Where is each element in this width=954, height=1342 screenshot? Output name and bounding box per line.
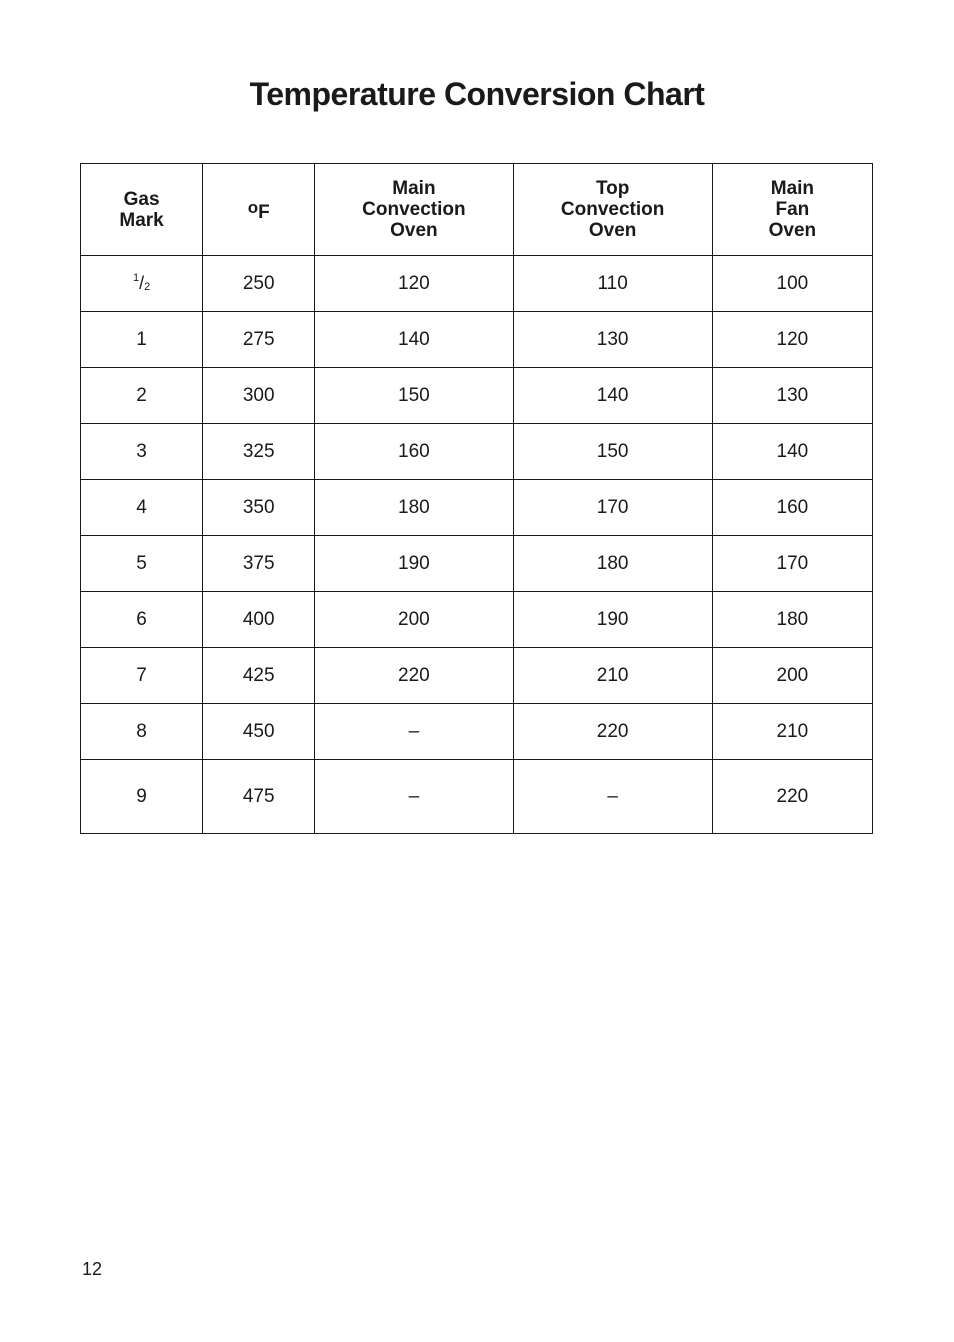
header-main-fan-oven: [712, 164, 872, 256]
cell-fahrenheit: 400: [203, 592, 315, 648]
cell-main-convection: 220: [315, 648, 513, 704]
table-row: [81, 648, 873, 704]
page-title: Temperature Conversion Chart: [249, 76, 705, 112]
cell-fahrenheit: 450: [203, 704, 315, 760]
table-row: [81, 760, 873, 834]
cell-main-fan: 220: [712, 760, 872, 834]
table-row: [81, 480, 873, 536]
table-header-row: [81, 164, 873, 256]
cell-gas-mark: [81, 256, 203, 312]
cell-top-convection: –: [513, 760, 712, 834]
cell-top-convection: 180: [513, 536, 712, 592]
header-gas-mark: [81, 164, 203, 256]
cell-main-convection: 140: [315, 312, 513, 368]
cell-top-convection: 150: [513, 424, 712, 480]
cell-fahrenheit: 350: [203, 480, 315, 536]
cell-gas-mark: 9: [81, 760, 203, 834]
cell-main-fan: 210: [712, 704, 872, 760]
cell-fahrenheit: 375: [203, 536, 315, 592]
cell-top-convection: 170: [513, 480, 712, 536]
cell-gas-mark: 7: [81, 648, 203, 704]
cell-gas-mark: 1: [81, 312, 203, 368]
cell-main-convection: 190: [315, 536, 513, 592]
half-fraction: [133, 273, 150, 293]
cell-main-fan: 200: [712, 648, 872, 704]
degree-symbol: o: [247, 197, 259, 217]
fraction-numerator: 1: [132, 272, 140, 284]
table-row: [81, 704, 873, 760]
header-main-convection-line: Convection: [362, 199, 466, 220]
fraction-denominator: 2: [144, 281, 151, 293]
header-main-fan-line: Main: [770, 178, 815, 199]
cell-main-fan: 160: [712, 480, 872, 536]
cell-main-fan: 130: [712, 368, 872, 424]
header-fahrenheit: [203, 164, 315, 256]
header-gas-mark-line: Mark: [119, 209, 164, 231]
header-top-convection-line: Top: [595, 178, 630, 199]
cell-gas-mark: 3: [81, 424, 203, 480]
header-top-convection-line: Convection: [560, 199, 665, 220]
cell-main-convection: 120: [315, 256, 513, 312]
cell-main-convection: 160: [315, 424, 513, 480]
header-top-convection-line: Oven: [588, 220, 637, 241]
header-top-convection-oven: [513, 164, 712, 256]
cell-fahrenheit: 275: [203, 312, 315, 368]
header-main-fan-line: Fan: [775, 199, 810, 220]
header-main-convection-line: Main: [392, 178, 436, 199]
table-row: [81, 368, 873, 424]
table-row: [81, 312, 873, 368]
cell-gas-mark: 2: [81, 368, 203, 424]
fahrenheit-unit: F: [258, 201, 270, 223]
cell-top-convection: 210: [513, 648, 712, 704]
cell-top-convection: 140: [513, 368, 712, 424]
fraction-slash: /: [139, 273, 145, 293]
cell-gas-mark: 8: [81, 704, 203, 760]
header-gas-mark-line: Gas: [123, 188, 160, 210]
cell-main-fan: 180: [712, 592, 872, 648]
page-number: 12: [82, 1259, 103, 1279]
header-main-convection-oven: [315, 164, 513, 256]
cell-gas-mark: 4: [81, 480, 203, 536]
table-row: [81, 592, 873, 648]
cell-main-convection: 180: [315, 480, 513, 536]
table-row: [81, 424, 873, 480]
cell-top-convection: 220: [513, 704, 712, 760]
cell-top-convection: 130: [513, 312, 712, 368]
cell-main-convection: –: [315, 704, 513, 760]
cell-main-convection: 150: [315, 368, 513, 424]
cell-main-convection: –: [315, 760, 513, 834]
cell-main-fan: 100: [712, 256, 872, 312]
cell-main-fan: 140: [712, 424, 872, 480]
cell-gas-mark: 5: [81, 536, 203, 592]
cell-main-convection: 200: [315, 592, 513, 648]
cell-main-fan: 170: [712, 536, 872, 592]
cell-fahrenheit: 425: [203, 648, 315, 704]
cell-gas-mark: 6: [81, 592, 203, 648]
table-row: [81, 256, 873, 312]
cell-fahrenheit: 250: [203, 256, 315, 312]
cell-fahrenheit: 325: [203, 424, 315, 480]
header-main-fan-line: Oven: [768, 220, 817, 241]
cell-top-convection: 190: [513, 592, 712, 648]
table-row: [81, 536, 873, 592]
cell-fahrenheit: 475: [203, 760, 315, 834]
cell-top-convection: 110: [513, 256, 712, 312]
header-main-convection-line: Oven: [390, 220, 438, 241]
temperature-conversion-table: [80, 163, 873, 834]
cell-fahrenheit: 300: [203, 368, 315, 424]
cell-main-fan: 120: [712, 312, 872, 368]
